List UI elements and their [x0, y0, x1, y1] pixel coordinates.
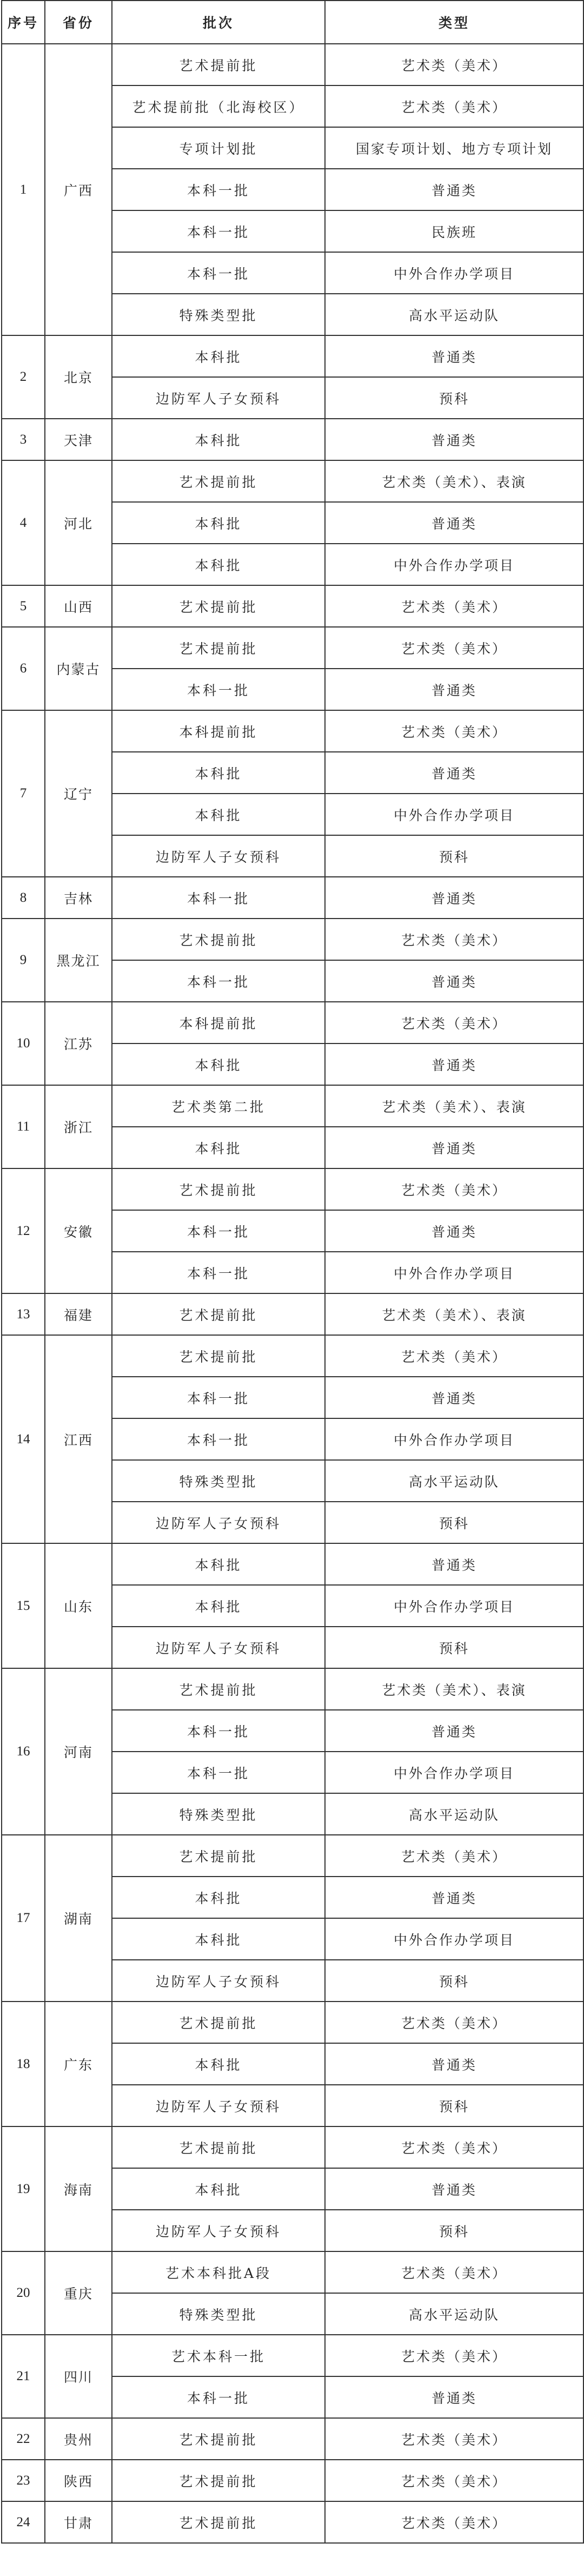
- cell-type: 普通类: [325, 1043, 583, 1085]
- cell-type: 普通类: [325, 502, 583, 544]
- cell-type: 艺术类（美术）: [325, 710, 583, 752]
- cell-type: 普通类: [325, 669, 583, 710]
- table-row: [2, 2251, 583, 2293]
- cell-batch: 特殊类型批: [112, 1460, 325, 1502]
- cell-province: 内蒙古: [45, 627, 112, 710]
- cell-province: 重庆: [45, 2251, 112, 2335]
- cell-batch: 本科批: [112, 1585, 325, 1627]
- cell-batch: 艺术提前批: [112, 1168, 325, 1210]
- cell-province: 河南: [45, 1668, 112, 1835]
- table-row: [2, 2418, 583, 2460]
- cell-province: 北京: [45, 335, 112, 419]
- cell-type: 高水平运动队: [325, 294, 583, 335]
- cell-batch: 本科批: [112, 1877, 325, 1918]
- cell-seq: 9: [2, 919, 45, 1002]
- cell-seq: 16: [2, 1668, 45, 1835]
- table-row: [2, 1168, 583, 1210]
- cell-type: 艺术类（美术）、表演: [325, 1085, 583, 1127]
- cell-batch: 特殊类型批: [112, 294, 325, 335]
- cell-type: 中外合作办学项目: [325, 1752, 583, 1793]
- cell-batch: 本科批: [112, 419, 325, 460]
- cell-type: 普通类: [325, 1877, 583, 1918]
- cell-province: 山西: [45, 585, 112, 627]
- cell-type: 预科: [325, 1627, 583, 1668]
- cell-type: 预科: [325, 1960, 583, 2002]
- cell-batch: 本科批: [112, 502, 325, 544]
- cell-province: 陕西: [45, 2460, 112, 2501]
- cell-batch: 本科批: [112, 2043, 325, 2085]
- cell-province: 广东: [45, 2002, 112, 2126]
- cell-batch: 艺术类第二批: [112, 1085, 325, 1127]
- cell-province: 湖南: [45, 1835, 112, 2002]
- cell-seq: 1: [2, 44, 45, 335]
- cell-province: 福建: [45, 1293, 112, 1335]
- cell-type: 艺术类（美术）: [325, 2501, 583, 2543]
- cell-type: 艺术类（美术）、表演: [325, 1668, 583, 1710]
- cell-province: 辽宁: [45, 710, 112, 877]
- cell-province: 甘肃: [45, 2501, 112, 2543]
- cell-type: 普通类: [325, 1127, 583, 1168]
- header-province: 省份: [45, 1, 112, 44]
- cell-batch: 艺术提前批: [112, 1293, 325, 1335]
- cell-batch: 艺术提前批: [112, 2002, 325, 2043]
- table-row: [2, 2501, 583, 2543]
- cell-type: 普通类: [325, 1543, 583, 1585]
- cell-batch: 本科批: [112, 544, 325, 585]
- table-row: [2, 44, 583, 85]
- cell-type: 高水平运动队: [325, 1793, 583, 1835]
- cell-seq: 22: [2, 2418, 45, 2460]
- cell-batch: 本科一批: [112, 960, 325, 1002]
- cell-province: 天津: [45, 419, 112, 460]
- cell-batch: 边防军人子女预科: [112, 1502, 325, 1543]
- cell-batch: 艺术本科批A段: [112, 2251, 325, 2293]
- cell-batch: 艺术提前批: [112, 460, 325, 502]
- cell-batch: 本科一批: [112, 169, 325, 210]
- cell-batch: 本科批: [112, 335, 325, 377]
- cell-type: 艺术类（美术）: [325, 2126, 583, 2168]
- header-type: 类型: [325, 1, 583, 44]
- cell-batch: 本科一批: [112, 877, 325, 919]
- cell-seq: 20: [2, 2251, 45, 2335]
- cell-type: 普通类: [325, 2168, 583, 2210]
- cell-province: 四川: [45, 2335, 112, 2418]
- cell-batch: 艺术提前批: [112, 2460, 325, 2501]
- cell-batch: 本科一批: [112, 210, 325, 252]
- cell-seq: 24: [2, 2501, 45, 2543]
- cell-batch: 特殊类型批: [112, 1793, 325, 1835]
- cell-type: 普通类: [325, 1377, 583, 1418]
- table-row: [2, 1002, 583, 1043]
- cell-type: 普通类: [325, 877, 583, 919]
- cell-type: 普通类: [325, 2043, 583, 2085]
- cell-seq: 19: [2, 2126, 45, 2251]
- cell-type: 艺术类（美术）: [325, 1002, 583, 1043]
- cell-batch: 艺术提前批: [112, 627, 325, 669]
- table-row: [2, 2335, 583, 2376]
- cell-seq: 5: [2, 585, 45, 627]
- cell-province: 江苏: [45, 1002, 112, 1085]
- table-row: [2, 460, 583, 502]
- cell-province: 黑龙江: [45, 919, 112, 1002]
- cell-type: 普通类: [325, 419, 583, 460]
- cell-type: 艺术类（美术）: [325, 2251, 583, 2293]
- cell-seq: 12: [2, 1168, 45, 1293]
- cell-seq: 17: [2, 1835, 45, 2002]
- header-seq: 序号: [2, 1, 45, 44]
- cell-type: 中外合作办学项目: [325, 1918, 583, 1960]
- cell-seq: 15: [2, 1543, 45, 1668]
- cell-type: 艺术类（美术）: [325, 2335, 583, 2376]
- cell-batch: 本科批: [112, 1543, 325, 1585]
- cell-type: 高水平运动队: [325, 1460, 583, 1502]
- cell-province: 贵州: [45, 2418, 112, 2460]
- cell-type: 艺术类（美术）: [325, 1335, 583, 1377]
- table-row: [2, 419, 583, 460]
- cell-batch: 艺术提前批: [112, 2418, 325, 2460]
- cell-batch: 边防军人子女预科: [112, 2085, 325, 2126]
- cell-province: 安徽: [45, 1168, 112, 1293]
- cell-batch: 本科批: [112, 1918, 325, 1960]
- cell-batch: 本科批: [112, 794, 325, 835]
- cell-seq: 10: [2, 1002, 45, 1085]
- table-row: [2, 335, 583, 377]
- table-body: [2, 44, 583, 2543]
- cell-batch: 本科批: [112, 752, 325, 794]
- cell-type: 艺术类（美术）: [325, 2002, 583, 2043]
- cell-batch: 本科一批: [112, 1710, 325, 1752]
- table-row: [2, 627, 583, 669]
- table-row: [2, 919, 583, 960]
- cell-seq: 3: [2, 419, 45, 460]
- cell-province: 河北: [45, 460, 112, 585]
- cell-batch: 本科提前批: [112, 710, 325, 752]
- table-row: [2, 1835, 583, 1877]
- cell-type: 艺术类（美术）: [325, 2418, 583, 2460]
- cell-type: 预科: [325, 377, 583, 419]
- cell-batch: 本科一批: [112, 252, 325, 294]
- cell-batch: 艺术提前批: [112, 585, 325, 627]
- cell-batch: 专项计划批: [112, 127, 325, 169]
- cell-type: 高水平运动队: [325, 2293, 583, 2335]
- cell-type: 预科: [325, 2085, 583, 2126]
- cell-batch: 艺术提前批（北海校区）: [112, 85, 325, 127]
- cell-province: 山东: [45, 1543, 112, 1668]
- cell-type: 艺术类（美术）: [325, 919, 583, 960]
- cell-type: 普通类: [325, 169, 583, 210]
- cell-type: 民族班: [325, 210, 583, 252]
- cell-batch: 本科一批: [112, 1210, 325, 1252]
- cell-type: 艺术类（美术）、表演: [325, 460, 583, 502]
- table-row: [2, 877, 583, 919]
- cell-batch: 边防军人子女预科: [112, 1960, 325, 2002]
- table-row: [2, 710, 583, 752]
- table-row: [2, 1668, 583, 1710]
- header-batch: 批次: [112, 1, 325, 44]
- cell-type: 国家专项计划、地方专项计划: [325, 127, 583, 169]
- cell-seq: 23: [2, 2460, 45, 2501]
- cell-type: 艺术类（美术）: [325, 1168, 583, 1210]
- cell-batch: 艺术提前批: [112, 2126, 325, 2168]
- cell-type: 预科: [325, 1502, 583, 1543]
- cell-seq: 18: [2, 2002, 45, 2126]
- cell-type: 普通类: [325, 1210, 583, 1252]
- cell-batch: 艺术本科一批: [112, 2335, 325, 2376]
- cell-type: 中外合作办学项目: [325, 1585, 583, 1627]
- cell-batch: 边防军人子女预科: [112, 2210, 325, 2251]
- cell-type: 普通类: [325, 960, 583, 1002]
- cell-type: 普通类: [325, 335, 583, 377]
- table-row: [2, 1085, 583, 1127]
- cell-seq: 7: [2, 710, 45, 877]
- cell-seq: 21: [2, 2335, 45, 2418]
- cell-seq: 11: [2, 1085, 45, 1168]
- table-row: [2, 2460, 583, 2501]
- cell-batch: 本科一批: [112, 2376, 325, 2418]
- cell-batch: 艺术提前批: [112, 1668, 325, 1710]
- cell-province: 江西: [45, 1335, 112, 1543]
- table-header: [2, 1, 583, 44]
- cell-type: 预科: [325, 2210, 583, 2251]
- cell-type: 艺术类（美术）: [325, 627, 583, 669]
- admission-batch-table: [1, 0, 584, 2544]
- cell-type: 普通类: [325, 752, 583, 794]
- cell-type: 中外合作办学项目: [325, 544, 583, 585]
- cell-batch: 艺术提前批: [112, 1335, 325, 1377]
- cell-type: 中外合作办学项目: [325, 252, 583, 294]
- cell-batch: 特殊类型批: [112, 2293, 325, 2335]
- cell-type: 艺术类（美术）: [325, 2460, 583, 2501]
- cell-seq: 4: [2, 460, 45, 585]
- cell-batch: 边防军人子女预科: [112, 377, 325, 419]
- cell-batch: 本科批: [112, 2168, 325, 2210]
- cell-batch: 艺术提前批: [112, 919, 325, 960]
- header-row: [2, 1, 583, 44]
- table-row: [2, 1543, 583, 1585]
- cell-type: 中外合作办学项目: [325, 794, 583, 835]
- table-row: [2, 1293, 583, 1335]
- cell-type: 普通类: [325, 2376, 583, 2418]
- cell-batch: 艺术提前批: [112, 44, 325, 85]
- cell-type: 艺术类（美术）: [325, 1835, 583, 1877]
- cell-type: 艺术类（美术）、表演: [325, 1293, 583, 1335]
- cell-type: 中外合作办学项目: [325, 1418, 583, 1460]
- cell-batch: 边防军人子女预科: [112, 1627, 325, 1668]
- cell-province: 吉林: [45, 877, 112, 919]
- cell-province: 浙江: [45, 1085, 112, 1168]
- table-row: [2, 1335, 583, 1377]
- cell-batch: 边防军人子女预科: [112, 835, 325, 877]
- cell-seq: 6: [2, 627, 45, 710]
- cell-batch: 艺术提前批: [112, 2501, 325, 2543]
- cell-type: 预科: [325, 835, 583, 877]
- cell-batch: 本科批: [112, 1127, 325, 1168]
- cell-batch: 本科提前批: [112, 1002, 325, 1043]
- cell-seq: 14: [2, 1335, 45, 1543]
- cell-seq: 2: [2, 335, 45, 419]
- cell-batch: 本科一批: [112, 1418, 325, 1460]
- cell-type: 艺术类（美术）: [325, 85, 583, 127]
- cell-seq: 8: [2, 877, 45, 919]
- cell-batch: 本科批: [112, 1043, 325, 1085]
- cell-province: 广西: [45, 44, 112, 335]
- table-row: [2, 585, 583, 627]
- cell-batch: 本科一批: [112, 1377, 325, 1418]
- cell-batch: 本科一批: [112, 669, 325, 710]
- table-row: [2, 2002, 583, 2043]
- cell-type: 普通类: [325, 1710, 583, 1752]
- cell-type: 艺术类（美术）: [325, 44, 583, 85]
- cell-seq: 13: [2, 1293, 45, 1335]
- table-row: [2, 2126, 583, 2168]
- cell-province: 海南: [45, 2126, 112, 2251]
- cell-batch: 本科一批: [112, 1752, 325, 1793]
- cell-type: 中外合作办学项目: [325, 1252, 583, 1293]
- cell-batch: 本科一批: [112, 1252, 325, 1293]
- cell-type: 艺术类（美术）: [325, 585, 583, 627]
- cell-batch: 艺术提前批: [112, 1835, 325, 1877]
